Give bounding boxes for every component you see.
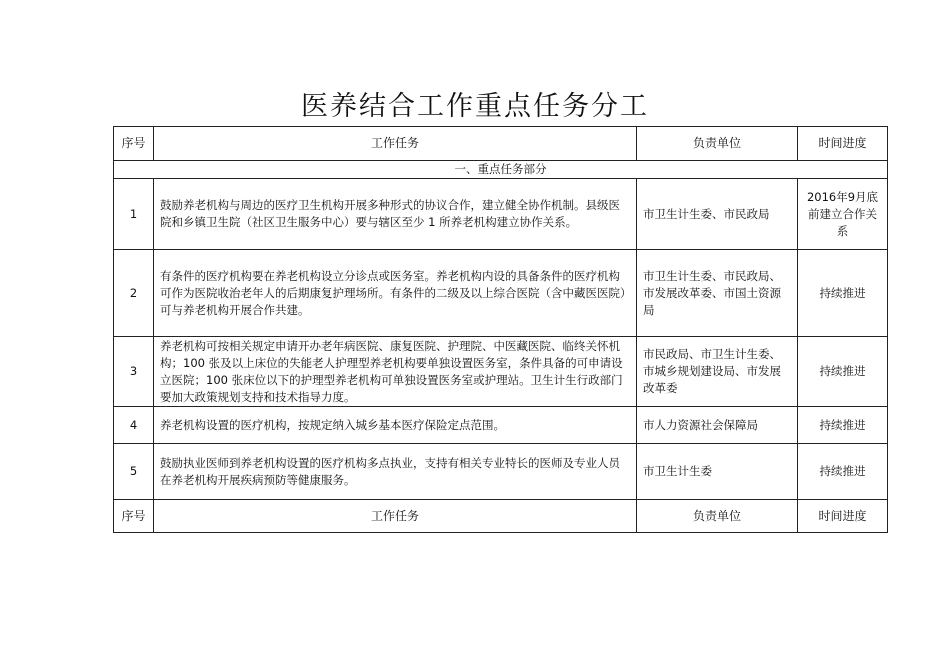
row-no: 2 [114,250,154,337]
row-unit: 市卫生计生委、市民政局、市发展改革委、市国土资源局 [637,250,798,337]
table-header-row [114,127,888,161]
row-no: 3 [114,337,154,407]
row-no: 5 [114,444,154,500]
header-no: 序号 [114,127,154,161]
footer-unit: 负责单位 [637,500,798,533]
row-time: 2016年9月底前建立合作关系 [798,179,888,250]
row-unit: 市卫生计生委 [637,444,798,500]
row-unit: 市人力资源社会保障局 [637,407,798,444]
task-table [113,126,888,533]
table-row [114,337,888,407]
row-time: 持续推进 [798,444,888,500]
row-task: 养老机构设置的医疗机构，按规定纳入城乡基本医疗保险定点范围。 [154,407,637,444]
table-row [114,179,888,250]
row-task: 有条件的医疗机构要在养老机构设立分诊点或医务室。养老机构内设的具备条件的医疗机构可作为医院收治老年人的后期康复护理场所。有条件的二级及以上综合医院（含中藏医医院）可与养老机构开展合作共建。 [154,250,637,337]
footer-task: 工作任务 [154,500,637,533]
row-unit: 市卫生计生委、市民政局 [637,179,798,250]
row-time: 持续推进 [798,407,888,444]
table-row [114,407,888,444]
section-title: 一、重点任务部分 [114,161,888,179]
row-task: 养老机构可按相关规定申请开办老年病医院、康复医院、护理院、中医藏医院、临终关怀机构；100 张及以上床位的失能老人护理型养老机构要单独设置医务室，条件具备的可申请设立医院；100 张床位以下的护理型养老机构可单独设置医务室或护理站。卫生计生行政部门要加大政策规划支持和技术指导力度。 [154,337,637,407]
table-row [114,250,888,337]
document-title: 医养结合工作重点任务分工 [301,91,649,122]
row-unit: 市民政局、市卫生计生委、市城乡规划建设局、市发展改革委 [637,337,798,407]
header-time: 时间进度 [798,127,888,161]
row-no: 1 [114,179,154,250]
row-time: 持续推进 [798,250,888,337]
section-row [114,161,888,179]
footer-no: 序号 [114,500,154,533]
row-no: 4 [114,407,154,444]
row-time: 持续推进 [798,337,888,407]
footer-time: 时间进度 [798,500,888,533]
table-row [114,444,888,500]
header-unit: 负责单位 [637,127,798,161]
row-task: 鼓励养老机构与周边的医疗卫生机构开展多种形式的协议合作，建立健全协作机制。县级医院和乡镇卫生院（社区卫生服务中心）要与辖区至少 1 所养老机构建立协作关系。 [154,179,637,250]
row-task: 鼓励执业医师到养老机构设置的医疗机构多点执业，支持有相关专业特长的医师及专业人员在养老机构开展疾病预防等健康服务。 [154,444,637,500]
header-task: 工作任务 [154,127,637,161]
table-footer-row [114,500,888,533]
